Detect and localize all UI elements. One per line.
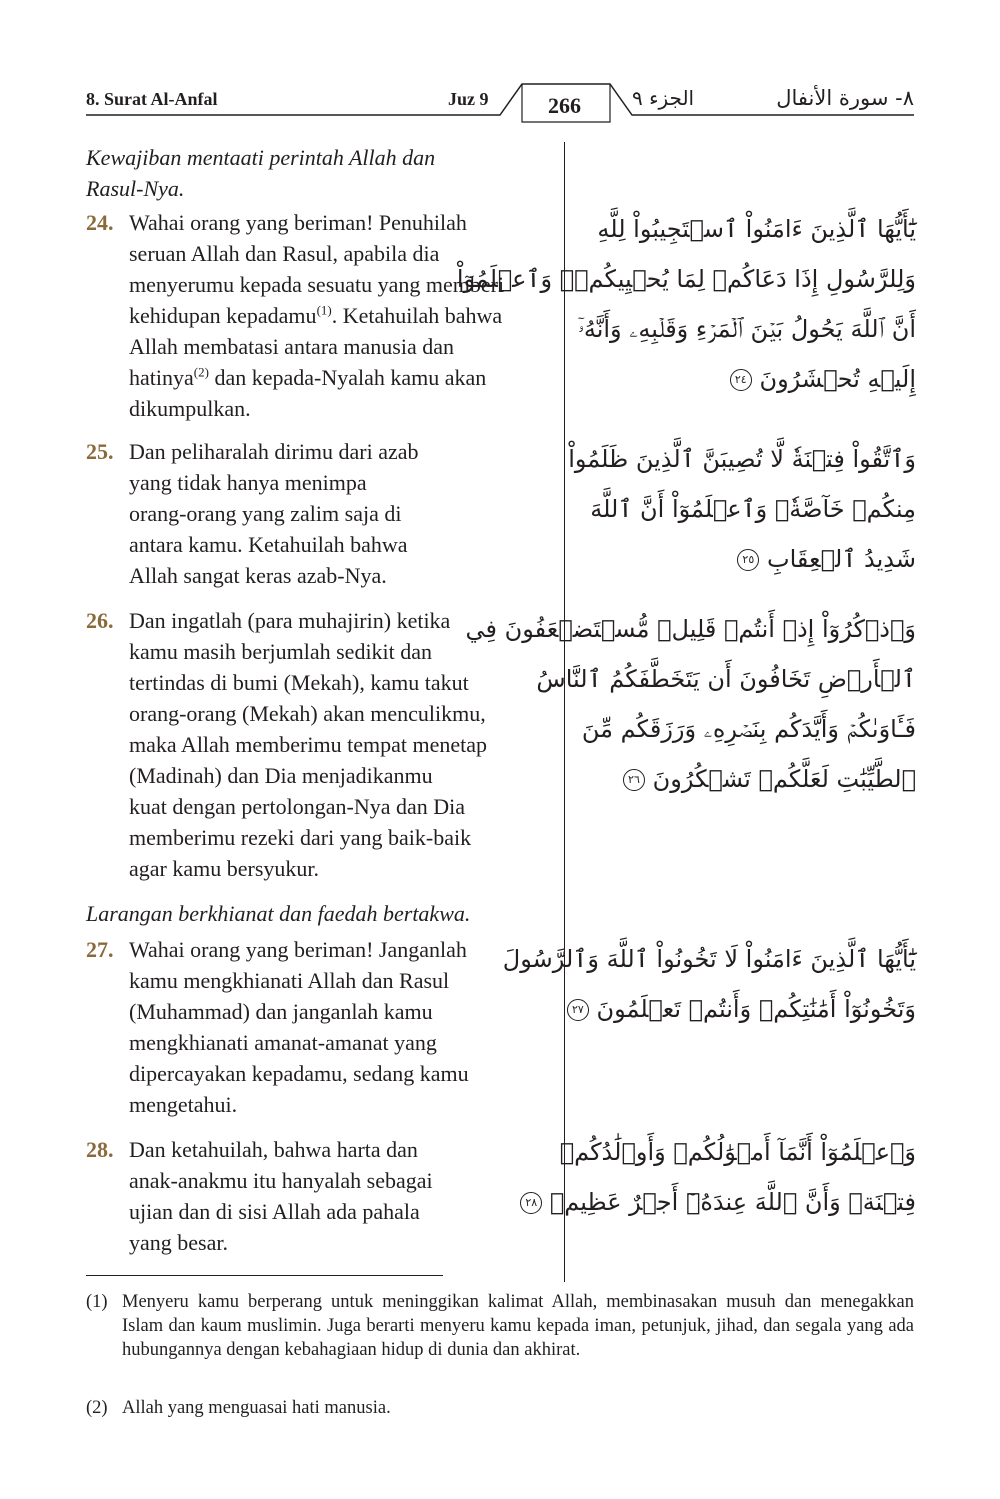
arabic-line: [600, 354, 916, 404]
verse-line: yang besar.: [129, 1230, 228, 1255]
arabic-line: وَلِلرَّسُولِ إِذَا دَعَاكُمۡ لِمَا يُحۡيِيكُمۡۖ وَٱعۡلَمُوٓاْ: [456, 265, 916, 293]
verse-line: Dan peliharalah dirimu dari azab: [129, 439, 419, 464]
section-heading: [86, 898, 546, 929]
verse-line: agar kamu bersyukur.: [129, 856, 319, 881]
verse-line: mengetahui.: [129, 1092, 238, 1117]
juz-label-arabic: الجزء ٩: [632, 86, 695, 110]
footnote-text: Allah yang menguasai hati manusia.: [122, 1398, 391, 1418]
heading-line: Kewajiban mentaati perintah Allah dan: [86, 145, 436, 170]
arabic-line: وَٱعۡلَمُوٓاْ أَنَّمَآ أَمۡوَٰلُكُمۡ وَأَوۡلَٰدُكُمۡ: [559, 1138, 916, 1166]
page-number: 266: [548, 93, 581, 118]
arabic-line-text: إِلَيۡهِ تُحۡشَرُونَ: [759, 365, 916, 393]
verse-line: orang-orang (Mekah) akan menculikmu,: [129, 701, 486, 726]
verse-line: kamu masih berjumlah sedikit dan: [129, 639, 433, 664]
heading-line: Larangan berkhianat dan faedah bertakwa.: [86, 901, 471, 926]
verse-line: dikumpulkan.: [129, 396, 251, 421]
verse-28: [86, 1134, 556, 1258]
footnote-ref[interactable]: (2): [193, 364, 209, 380]
verse-line: kamu mengkhianati Allah dan Rasul: [129, 968, 450, 993]
ayah-end-marker: ٢٦: [623, 769, 645, 791]
verse-line: [129, 300, 556, 331]
surah-title-arabic: ٨- سورة الأنفال: [776, 86, 914, 110]
footnote-1: [86, 1290, 914, 1362]
footnote-rule: [86, 1275, 443, 1276]
verse-line-part: hatinya: [129, 365, 194, 390]
footnote-ref[interactable]: (1): [316, 302, 332, 318]
surah-title-latin: 8. Surat Al-Anfal: [86, 89, 218, 109]
verse-number: 25.: [86, 439, 114, 464]
verse-line: Wahai orang yang beriman! Janganlah: [129, 937, 467, 962]
arabic-line-text: وَتَخُونُوٓاْ أَمَٰنَٰتِكُمۡ وَأَنتُمۡ تَعۡلَمُونَ: [596, 995, 916, 1023]
verse-line: antara kamu. Ketahuilah bahwa: [129, 532, 408, 557]
arabic-verse-28: [525, 1127, 916, 1227]
verse-text: [129, 436, 556, 591]
verse-line: mengkhianati amanat-amanat yang: [129, 1030, 437, 1055]
verse-line: Dan ketahuilah, bahwa harta dan: [129, 1137, 418, 1162]
ayah-end-marker: ٢٥: [737, 549, 759, 571]
arabic-line: مِنكُمۡ خَآصَّةٗۖ وَٱعۡلَمُوٓاْ أَنَّ ٱللَّهَ: [590, 495, 916, 523]
verse-line: Allah membatasi antara manusia dan: [129, 334, 454, 359]
verse-text: [129, 934, 556, 1120]
verse-text: [129, 1134, 556, 1258]
verse-text: [129, 207, 556, 424]
verse-24: [86, 207, 556, 424]
verse-line: tertindas di bumi (Mekah), kamu takut: [129, 670, 469, 695]
arabic-line: يَٰٓأَيُّهَا ٱلَّذِينَ ءَامَنُواْ لَا تَخُونُواْ ٱللَّهَ وَٱلرَّسُولَ: [502, 945, 916, 973]
verse-line: maka Allah memberimu tempat menetap: [129, 732, 487, 757]
verse-number: 28.: [86, 1137, 114, 1162]
verse-27: [86, 934, 556, 1120]
arabic-line: ٱلۡأَرۡضِ تَخَافُونَ أَن يَتَخَطَّفَكُمُ ٱلنَّاسُ: [536, 665, 916, 693]
arabic-line-text: شَدِيدُ ٱلۡعِقَابِ: [766, 545, 916, 573]
arabic-line: [525, 1177, 916, 1227]
footnote-number: (1): [86, 1292, 108, 1312]
verse-line: kuat dengan pertolongan-Nya dan Dia: [129, 794, 465, 819]
ayah-end-marker: ٢٨: [520, 1192, 542, 1214]
juz-label-latin: Juz 9: [448, 89, 489, 109]
verse-number: 26.: [86, 608, 114, 633]
arabic-line: وَٱتَّقُواْ فِتۡنَةٗ لَّا تُصِيبَنَّ ٱلَّذِينَ ظَلَمُواْ: [568, 445, 916, 473]
verse-line: memberimu rezeki dari yang baik-baik: [129, 825, 472, 850]
verse-line: dipercayakan kepadamu, sedang kamu: [129, 1061, 469, 1086]
verse-line-part: dan kepada-Nyalah kamu akan: [208, 365, 487, 390]
footnote-2: [86, 1396, 914, 1420]
verse-line: anak-anakmu itu hanyalah sebagai: [129, 1168, 433, 1193]
arabic-verse-27: [502, 934, 916, 1034]
verse-line: [129, 362, 556, 393]
verse-line: yang tidak hanya menimpa: [129, 470, 367, 495]
verse-line: (Muhammad) dan janganlah kamu: [129, 999, 433, 1024]
arabic-line: [571, 984, 916, 1034]
verse-number: 27.: [86, 937, 114, 962]
verse-line: (Madinah) dan Dia menjadikanmu: [129, 763, 433, 788]
header-rule: [0, 0, 1000, 130]
verse-line: orang-orang yang zalim saja di: [129, 501, 402, 526]
arabic-line: [600, 534, 916, 584]
verse-line-part: . Ketahuilah bahwa: [331, 303, 503, 328]
footnote-text: Menyeru kamu berperang untuk meninggikan kalimat Allah, membinasakan musuh dan menegakkan Islam dan kaum muslimin. Juga berarti menyeru kamu kepada iman, petunjuk, jihad, dan segala yang ada hubungannya dengan kebahagiaan hidup di dunia dan akhirat.: [122, 1292, 914, 1360]
verse-line: Allah sangat keras azab-Nya.: [129, 563, 387, 588]
ayah-end-marker: ٢٧: [567, 999, 589, 1021]
verse-line: Dan ingatlah (para muhajirin) ketika: [129, 608, 451, 633]
arabic-line-text: ٱلطَّيِّبَٰتِ لَعَلَّكُمۡ تَشۡكُرُونَ: [652, 765, 916, 793]
heading-line: Rasul-Nya.: [86, 176, 185, 201]
arabic-line: يَٰٓأَيُّهَا ٱلَّذِينَ ءَامَنُواْ ٱسۡتَجِيبُواْ لِلَّهِ: [597, 215, 916, 243]
arabic-verse-26: [465, 604, 916, 804]
verse-line: seruan Allah dan Rasul, apabila dia: [129, 241, 440, 266]
verse-25: [86, 436, 556, 591]
arabic-verse-24: [456, 204, 916, 404]
ayah-end-marker: ٢٤: [730, 369, 752, 391]
arabic-verse-25: [568, 434, 916, 584]
arabic-line: [600, 754, 916, 804]
verse-line-part: kehidupan kepadamu: [129, 303, 317, 328]
arabic-line: فَـَٔاوَىٰكُمۡ وَأَيَّدَكُم بِنَصۡرِهِۦ وَرَزَقَكُم مِّنَ: [581, 715, 916, 743]
arabic-line-text: فِتۡنَةٞ وَأَنَّ ٱللَّهَ عِندَهُۥٓ أَجۡرٌ عَظِيمٞ: [549, 1188, 916, 1216]
verse-line: menyerumu kepada sesuatu yang memberi: [129, 272, 505, 297]
section-heading: [86, 142, 546, 204]
verse-line: ujian dan di sisi Allah ada pahala: [129, 1199, 420, 1224]
column-divider: [564, 142, 565, 1282]
verse-number: 24.: [86, 210, 114, 235]
verse-line: Wahai orang yang beriman! Penuhilah: [129, 210, 467, 235]
footnote-number: (2): [86, 1398, 108, 1418]
arabic-line: وَٱذۡكُرُوٓاْ إِذۡ أَنتُمۡ قَلِيلٞ مُّسۡتَضۡعَفُونَ فِي: [465, 615, 916, 643]
arabic-line: أَنَّ ٱللَّهَ يَحُولُ بَيۡنَ ٱلۡمَرۡءِ وَقَلۡبِهِۦ وَأَنَّهُۥٓ: [577, 315, 916, 343]
